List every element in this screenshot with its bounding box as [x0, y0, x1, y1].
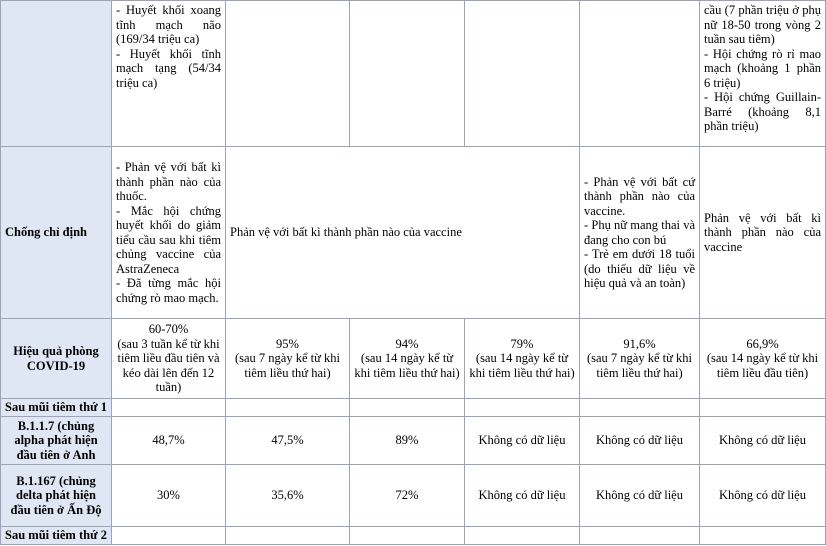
- cell-alpha: 89%: [350, 416, 465, 465]
- efficacy-value: 60-70%: [148, 322, 189, 337]
- cell-alpha: Không có dữ liệu: [580, 416, 700, 465]
- cell-efficacy: [465, 319, 580, 399]
- cell-side-effects-col6: [700, 1, 826, 147]
- cell-contraindication-col1: [112, 147, 226, 319]
- cell-empty: [112, 527, 226, 545]
- table-row-efficacy: [1, 319, 826, 399]
- cell-empty: [226, 1, 350, 147]
- cell-efficacy: [226, 319, 350, 399]
- cell-empty: [350, 1, 465, 147]
- list-item: - Phản vệ với bất kì thành phần nào của thuốc.: [116, 160, 221, 203]
- cell-efficacy: [112, 319, 226, 399]
- cell-empty: [580, 527, 700, 545]
- list-item: - Huyết khối tĩnh mạch tạng (54/34 triệu ca): [116, 46, 221, 90]
- list-item: - Mắc hội chứng huyết khối do giảm tiểu cầu sau khi tiêm chủng vaccine của AstraZeneca: [116, 203, 221, 276]
- cell-contraindication-merged: Phản vệ với bất kì thành phần nào của vaccine: [226, 147, 580, 319]
- efficacy-note: (sau 7 ngày kể từ khi tiêm liều thứ hai): [586, 351, 693, 380]
- cell-empty: [580, 399, 700, 417]
- list-item: - Phản vệ với bất cứ thành phần nào của vaccine.: [584, 174, 695, 218]
- row-label-efficacy: Hiệu quả phòng COVID-19: [1, 319, 112, 399]
- efficacy-note: (sau 7 ngày kể từ khi tiêm liều thứ hai): [234, 351, 341, 380]
- efficacy-value: 91,6%: [623, 336, 656, 351]
- cell-delta: Không có dữ liệu: [465, 465, 580, 527]
- table-row-side-effects: [1, 1, 826, 147]
- cell-delta: Không có dữ liệu: [580, 465, 700, 527]
- table-row-contraindication: [1, 147, 826, 319]
- efficacy-value: 79%: [510, 336, 534, 351]
- cell-empty: [465, 399, 580, 417]
- cell-empty: [112, 399, 226, 417]
- cell-efficacy: [350, 319, 465, 399]
- row-label-contraindication: Chống chỉ định: [1, 147, 112, 319]
- cell-side-effects-col1: [112, 1, 226, 147]
- list-item: - Phụ nữ mang thai và đang cho con bú: [584, 218, 695, 247]
- cell-empty: [226, 399, 350, 417]
- efficacy-value: 94%: [395, 336, 419, 351]
- cell-empty: [700, 399, 826, 417]
- cell-delta: 72%: [350, 465, 465, 527]
- cell-empty: [465, 527, 580, 545]
- cell-alpha: Không có dữ liệu: [465, 416, 580, 465]
- cell-contraindication-col5: [580, 147, 700, 319]
- section-label-dose1: Sau mũi tiêm thứ 1: [1, 399, 112, 417]
- row-label-delta: B.1.167 (chủng delta phát hiện đầu tiên ở Ấn Độ: [1, 465, 112, 527]
- cell-empty: [700, 527, 826, 545]
- cell-delta: 35,6%: [226, 465, 350, 527]
- efficacy-value: 66,9%: [746, 336, 779, 351]
- cell-contraindication-col6: Phản vệ với bất kì thành phần nào của vaccine: [700, 147, 826, 319]
- section-label-dose2: Sau mũi tiêm thứ 2: [1, 527, 112, 545]
- cell-alpha: 48,7%: [112, 416, 226, 465]
- cell-delta: Không có dữ liệu: [700, 465, 826, 527]
- efficacy-note: (sau 14 ngày kể từ khi tiêm liều đầu tiên): [706, 351, 819, 380]
- list-item: - Đã từng mắc hội chứng rò mao mạch.: [116, 276, 221, 305]
- cell-empty: [580, 1, 700, 147]
- list-item: - Hội chứng Guillain-Barré (khoảng 8,1 phần triệu): [704, 90, 821, 133]
- row-label-alpha: B.1.1.7 (chủng alpha phát hiện đầu tiên ở Anh: [1, 416, 112, 465]
- cell-empty: [350, 527, 465, 545]
- cell-empty: [226, 527, 350, 545]
- cell-empty: [350, 399, 465, 417]
- cell-delta: 30%: [112, 465, 226, 527]
- cell-empty: [465, 1, 580, 147]
- row-label-empty: [1, 1, 112, 147]
- efficacy-note: (sau 3 tuần kể từ khi tiêm liều đầu tiên và kéo dài lên đến 12 tuần): [117, 336, 220, 395]
- efficacy-value: 95%: [276, 336, 299, 351]
- table-row-section: [1, 527, 826, 545]
- efficacy-note: (sau 14 ngày kể từ khi tiêm liều thứ hai): [469, 351, 575, 380]
- list-item: cầu (7 phần triệu ở phụ nữ 18-50 trong vòng 2 tuần sau tiêm): [704, 3, 821, 46]
- list-item: - Trẻ em dưới 18 tuổi (do thiếu dữ liệu về hiệu quả và an toàn): [584, 247, 695, 290]
- cell-alpha: Không có dữ liệu: [700, 416, 826, 465]
- table-row-alpha: [1, 416, 826, 465]
- list-item: - Huyết khối xoang tĩnh mạch não (169/34 triệu ca): [116, 3, 221, 46]
- cell-efficacy: [700, 319, 826, 399]
- cell-efficacy: [580, 319, 700, 399]
- table-row-section: [1, 399, 826, 417]
- list-item: - Hội chứng rò rỉ mao mạch (khoảng 1 phần 6 triệu): [704, 46, 821, 90]
- efficacy-note: (sau 14 ngày kể từ khi tiêm liều thứ hai): [354, 351, 460, 380]
- cell-alpha: 47,5%: [226, 416, 350, 465]
- table-row-delta: [1, 465, 826, 527]
